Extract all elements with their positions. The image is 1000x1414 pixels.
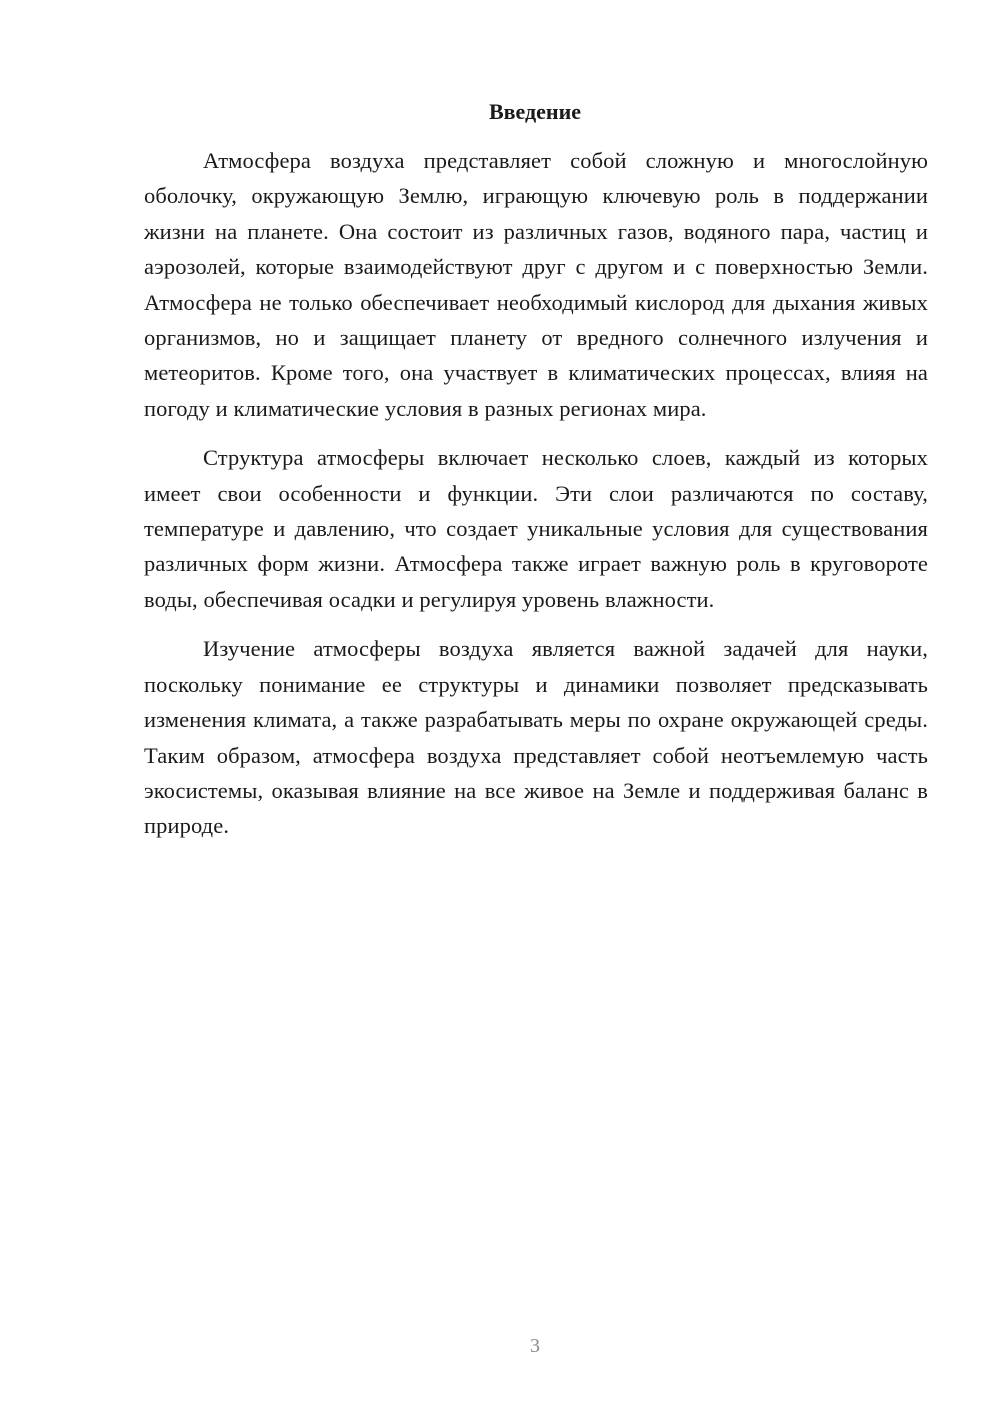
body-text — [144, 143, 928, 844]
paragraph-3: Изучение атмосферы воздуха является важной задачей для науки, поскольку понимание ее структуры и динамики позволяет предсказывать изменения климата, а также разрабатывать меры по охране окружающей среды. Таким образом, атмосфера воздуха представляет собой неотъемлемую часть экосистемы, оказывая влияние на все живое на Земле и поддерживая баланс в природе. — [144, 636, 928, 839]
paragraph-1: Атмосфера воздуха представляет собой сложную и многослойную оболочку, окружающую Землю, играющую ключевую роль в поддержании жизни на планете. Она состоит из различных газов, водяного пара, частиц и аэрозолей, которые взаимодействуют друг с другом и с поверхностью Земли. Атмосфера не только обеспечивает необходимый кислород для дыхания живых организмов, но и защищает планету от вредного солнечного излучения и метеоритов. Кроме того, она участвует в климатических процессах, влияя на погоду и климатические условия в разных регионах мира. — [144, 148, 928, 421]
page-number: 3 — [530, 1335, 540, 1357]
section-title: Введение — [488, 99, 582, 124]
paragraph-2: Структура атмосферы включает несколько слоев, каждый из которых имеет свои особенности и функции. Эти слои различаются по составу, температуре и давлению, что создает уникальные условия для существования различных форм жизни. Атмосфера также играет важную роль в круговороте воды, обеспечивая осадки и регулируя уровень влажности. — [144, 445, 928, 612]
